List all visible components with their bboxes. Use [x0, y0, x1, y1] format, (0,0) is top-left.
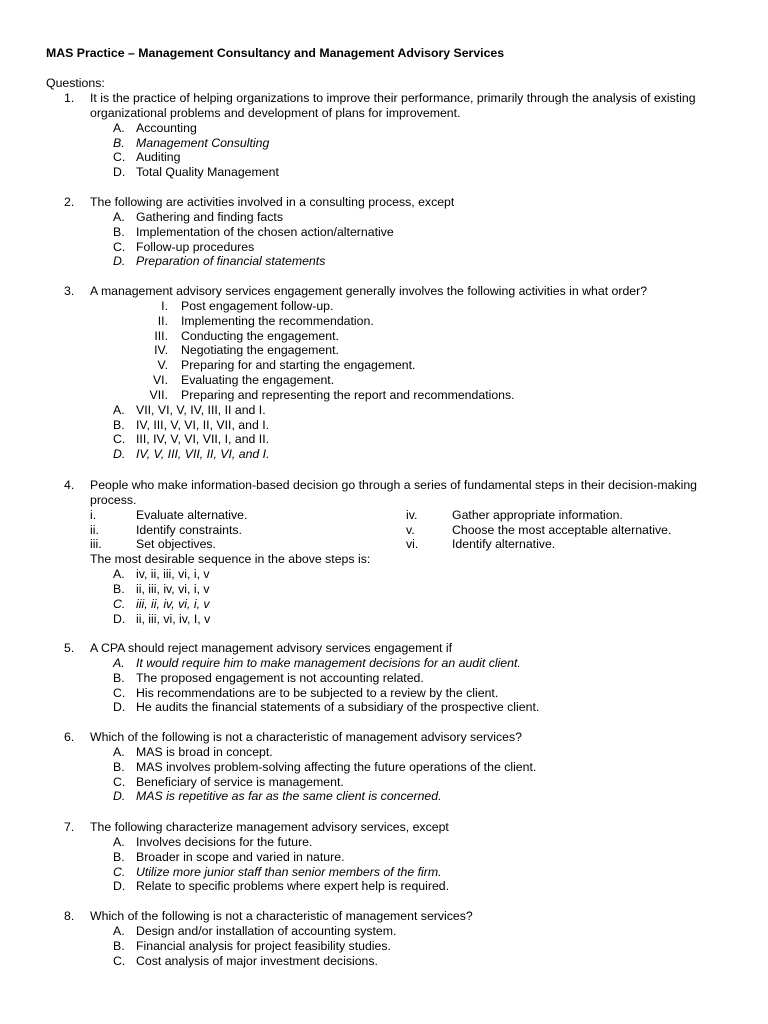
option-text: IV, III, V, VI, II, VII, and I. — [136, 417, 270, 432]
option-text: Management Consulting — [136, 135, 270, 150]
step-text: Set objectives. — [136, 537, 216, 552]
option-a — [0, 403, 768, 418]
option-letter: D. — [113, 879, 126, 894]
option-a — [0, 210, 768, 225]
option-d — [0, 700, 768, 715]
question-text — [90, 820, 720, 835]
option-d — [0, 612, 768, 627]
option-text: He audits the financial statements of a subsidiary of the prospective client. — [136, 700, 540, 715]
option-letter: D. — [113, 254, 126, 269]
option-text: MAS is repetitive as far as the same client is concerned. — [136, 789, 442, 804]
option-text: Broader in scope and varied in nature. — [136, 849, 345, 864]
question-text — [90, 641, 720, 656]
roman-numeral: II. — [157, 313, 168, 328]
roman-numeral: III. — [154, 328, 168, 343]
step-label: iii. — [90, 537, 102, 552]
option-a — [0, 745, 768, 760]
option-letter: B. — [113, 581, 125, 596]
option-letter: A. — [113, 834, 125, 849]
roman-numeral: VI. — [152, 373, 168, 388]
activity-text: Preparing for and starting the engagement. — [181, 358, 416, 373]
question-text-line: A CPA should reject management advisory services engagement if — [90, 641, 453, 655]
step-text: Choose the most acceptable alternative. — [452, 522, 672, 537]
roman-numeral: V. — [157, 358, 168, 373]
option-letter: A. — [113, 120, 125, 135]
option-b — [0, 225, 768, 240]
option-letter: A. — [113, 402, 125, 417]
option-letter: C. — [113, 685, 126, 700]
option-b — [0, 582, 768, 597]
option-text: Design and/or installation of accounting system. — [136, 923, 397, 938]
option-text: Preparation of financial statements — [136, 254, 326, 269]
roman-numeral: VII. — [149, 387, 168, 402]
option-letter: A. — [113, 567, 125, 582]
question-text-line: Which of the following is not a characteristic of management advisory services? — [90, 730, 522, 744]
option-text: MAS is broad in concept. — [136, 744, 273, 759]
option-c — [0, 954, 768, 969]
question-subtext: The most desirable sequence in the above steps is: — [90, 552, 371, 567]
option-d-answer — [0, 789, 768, 804]
question-text — [90, 195, 720, 210]
step-label: v. — [406, 522, 415, 537]
option-text: Cost analysis of major investment decisions. — [136, 953, 378, 968]
option-text: iv, ii, iii, vi, i, v — [136, 567, 210, 582]
step-label: iv. — [406, 507, 418, 522]
questions-label: Questions: — [46, 76, 105, 90]
option-letter: C. — [113, 596, 126, 611]
question-number: 7. — [64, 820, 75, 834]
option-text: Auditing — [136, 150, 181, 165]
question-text-line: The following characterize management advisory services, except — [90, 820, 449, 834]
option-b-answer — [0, 136, 768, 151]
option-text: Follow-up procedures — [136, 239, 255, 254]
question-text-line: People who make information-based decision go through a series of fundamental steps in their decision-making — [90, 478, 697, 492]
option-text: iii, ii, iv, vi, i, v — [136, 596, 210, 611]
option-text: Financial analysis for project feasibility studies. — [136, 938, 391, 953]
question-text — [90, 909, 720, 924]
activity-item — [0, 299, 768, 314]
options-list — [0, 121, 768, 180]
option-letter: B. — [113, 135, 125, 150]
option-a — [0, 567, 768, 582]
activity-item — [0, 358, 768, 373]
roman-numeral: I. — [161, 298, 168, 313]
option-a — [0, 835, 768, 850]
question-text — [90, 478, 720, 508]
option-text: Beneficiary of service is management. — [136, 774, 344, 789]
option-letter: C. — [113, 432, 126, 447]
option-letter: D. — [113, 165, 126, 180]
option-text: III, IV, V, VI, VII, I, and II. — [136, 432, 270, 447]
step-text: Evaluate alternative. — [136, 507, 248, 522]
step-text: Identify constraints. — [136, 522, 242, 537]
activity-text: Post engagement follow-up. — [181, 298, 334, 313]
question-number: 8. — [64, 909, 75, 923]
option-d — [0, 165, 768, 180]
question-text-line: It is the practice of helping organizations to improve their performance, primarily through the analysis of existing — [90, 91, 696, 105]
option-letter: C. — [113, 150, 126, 165]
option-letter: B. — [113, 224, 125, 239]
option-letter: D. — [113, 611, 126, 626]
option-b — [0, 939, 768, 954]
option-letter: B. — [113, 670, 125, 685]
options-list — [0, 924, 768, 969]
option-letter: B. — [113, 849, 125, 864]
roman-numeral: IV. — [154, 343, 168, 358]
option-letter: A. — [113, 923, 125, 938]
option-letter: C. — [113, 774, 126, 789]
option-letter: D. — [113, 447, 126, 462]
activity-item — [0, 343, 768, 358]
question-text — [90, 284, 720, 299]
option-letter: C. — [113, 864, 126, 879]
activity-text: Evaluating the engagement. — [181, 373, 335, 388]
page-title: MAS Practice – Management Consultancy and Management Advisory Services — [46, 46, 505, 60]
option-d — [0, 879, 768, 894]
option-text: MAS involves problem-solving affecting the future operations of the client. — [136, 759, 537, 774]
activity-text: Negotiating the engagement. — [181, 343, 339, 358]
options-list — [0, 835, 768, 894]
step-label: ii. — [90, 522, 99, 537]
question-number: 2. — [64, 195, 75, 209]
steps-grid — [0, 508, 768, 553]
option-a — [0, 924, 768, 939]
option-c-answer — [0, 597, 768, 612]
option-text: ii, iii, vi, iv, I, v — [136, 611, 211, 626]
option-letter: A. — [113, 655, 125, 670]
option-text: Total Quality Management — [136, 165, 279, 180]
option-a-answer — [0, 656, 768, 671]
option-d-answer — [0, 447, 768, 462]
option-text: Gathering and finding facts — [136, 209, 283, 224]
question-number: 4. — [64, 478, 75, 492]
question-text-line: process. — [90, 492, 137, 507]
option-text: IV, V, III, VII, II, VI, and I. — [136, 447, 270, 462]
option-c — [0, 775, 768, 790]
option-text: Relate to specific problems where expert help is required. — [136, 879, 450, 894]
option-letter: C. — [113, 953, 126, 968]
options-list — [0, 567, 768, 626]
option-b — [0, 671, 768, 686]
option-text: Utilize more junior staff than senior members of the firm. — [136, 864, 442, 879]
option-letter: B. — [113, 759, 125, 774]
option-c — [0, 150, 768, 165]
option-text: Implementation of the chosen action/alternative — [136, 224, 394, 239]
question-number: 5. — [64, 641, 75, 655]
question-text-line: The following are activities involved in a consulting process, except — [90, 195, 455, 209]
option-letter: D. — [113, 789, 126, 804]
question-text-line: A management advisory services engagement generally involves the following activities in what order? — [90, 284, 648, 298]
option-c — [0, 432, 768, 447]
step-text: Gather appropriate information. — [452, 507, 623, 522]
option-letter: A. — [113, 209, 125, 224]
options-list — [0, 745, 768, 804]
activity-text: Implementing the recommendation. — [181, 313, 374, 328]
activity-text: Conducting the engagement. — [181, 328, 339, 343]
step-text: Identify alternative. — [452, 537, 556, 552]
option-letter: C. — [113, 239, 126, 254]
activity-item — [0, 388, 768, 403]
option-letter: A. — [113, 744, 125, 759]
option-b — [0, 418, 768, 433]
question-text — [90, 730, 720, 745]
activity-item — [0, 329, 768, 344]
option-text: It would require him to make management decisions for an audit client. — [136, 655, 521, 670]
option-b — [0, 850, 768, 865]
question-number: 6. — [64, 730, 75, 744]
activity-text: Preparing and representing the report and recommendations. — [181, 387, 515, 402]
option-text: Involves decisions for the future. — [136, 834, 313, 849]
activity-item — [0, 373, 768, 388]
question-text-line: Which of the following is not a characteristic of management services? — [90, 909, 473, 923]
option-c — [0, 240, 768, 255]
option-text: Accounting — [136, 120, 197, 135]
activity-list — [0, 299, 768, 462]
option-letter: B. — [113, 417, 125, 432]
activity-item — [0, 314, 768, 329]
options-list — [0, 210, 768, 269]
option-b — [0, 760, 768, 775]
question-text — [90, 91, 720, 121]
option-letter: D. — [113, 700, 126, 715]
question-number: 1. — [64, 91, 75, 105]
option-text: The proposed engagement is not accounting related. — [136, 670, 424, 685]
step-label: vi. — [406, 537, 419, 552]
option-text: VII, VI, V, IV, III, II and I. — [136, 402, 266, 417]
option-c — [0, 686, 768, 701]
option-a — [0, 121, 768, 136]
option-d-answer — [0, 254, 768, 269]
question-number: 3. — [64, 284, 75, 298]
option-text: His recommendations are to be subjected to a review by the client. — [136, 685, 499, 700]
question-text-line: organizational problems and development of plans for improvement. — [90, 105, 461, 120]
options-list — [0, 656, 768, 715]
step-label: i. — [90, 507, 97, 522]
option-c-answer — [0, 865, 768, 880]
option-text: ii, iii, iv, vi, i, v — [136, 581, 210, 596]
option-letter: B. — [113, 938, 125, 953]
